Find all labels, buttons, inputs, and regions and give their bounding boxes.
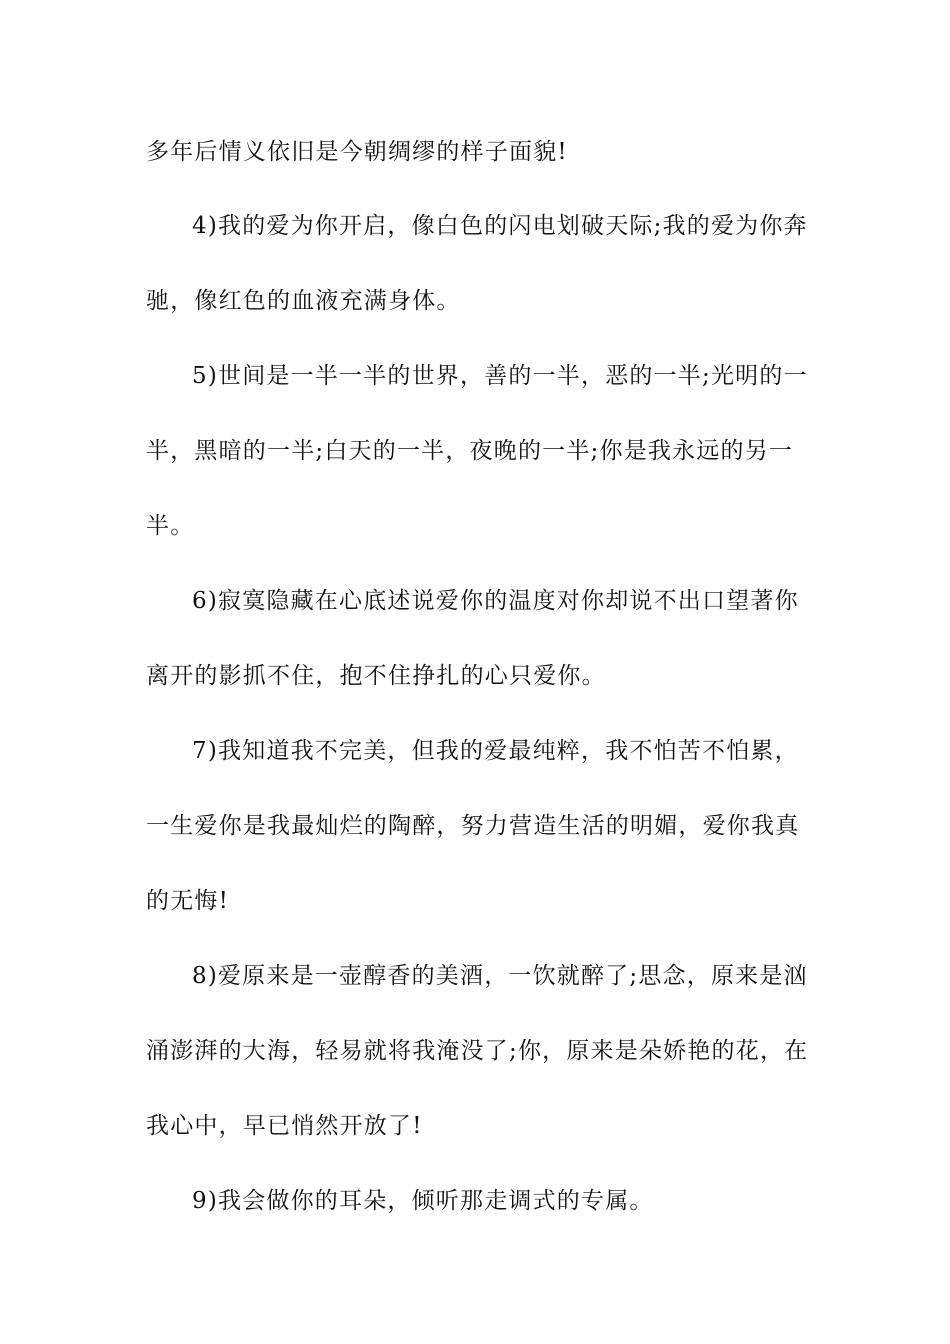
text-line-14: 我心中，早已悄然开放了!: [146, 1113, 423, 1139]
text-line-9: 7)我知道我不完美，但我的爱最纯粹，我不怕苦不怕累，: [192, 738, 799, 764]
text-line-13: 涌澎湃的大海，轻易就将我淹没了;你，原来是朵娇艳的花，在: [146, 1038, 809, 1064]
text-line-7: 6)寂寞隐藏在心底述说爱你的温度对你却说不出口望著你: [192, 588, 799, 614]
text-line-4: 5)世间是一半一半的世界，善的一半，恶的一半;光明的一: [192, 363, 808, 389]
text-line-5: 半，黑暗的一半;白天的一半，夜晚的一半;你是我永远的另一: [146, 438, 794, 464]
text-line-15: 9)我会做你的耳朵，倾听那走调式的专属。: [192, 1188, 654, 1214]
text-line-8: 离开的影抓不住，抱不住挣扎的心只爱你。: [146, 663, 606, 689]
text-line-6: 半。: [146, 513, 195, 539]
text-line-3: 驰，像红色的血液充满身体。: [146, 288, 461, 314]
text-line-2: 4)我的爱为你开启，像白色的闪电划破天际;我的爱为你奔: [192, 213, 808, 239]
text-line-11: 的无悔!: [146, 888, 230, 914]
text-line-1: 多年后情义依旧是今朝绸缪的样子面貌!: [146, 139, 568, 165]
text-line-12: 8)爱原来是一壶醇香的美酒，一饮就醉了;思念，原来是汹: [192, 963, 808, 989]
text-line-10: 一生爱你是我最灿烂的陶醉，努力营造生活的明媚，爱你我真: [146, 813, 800, 839]
